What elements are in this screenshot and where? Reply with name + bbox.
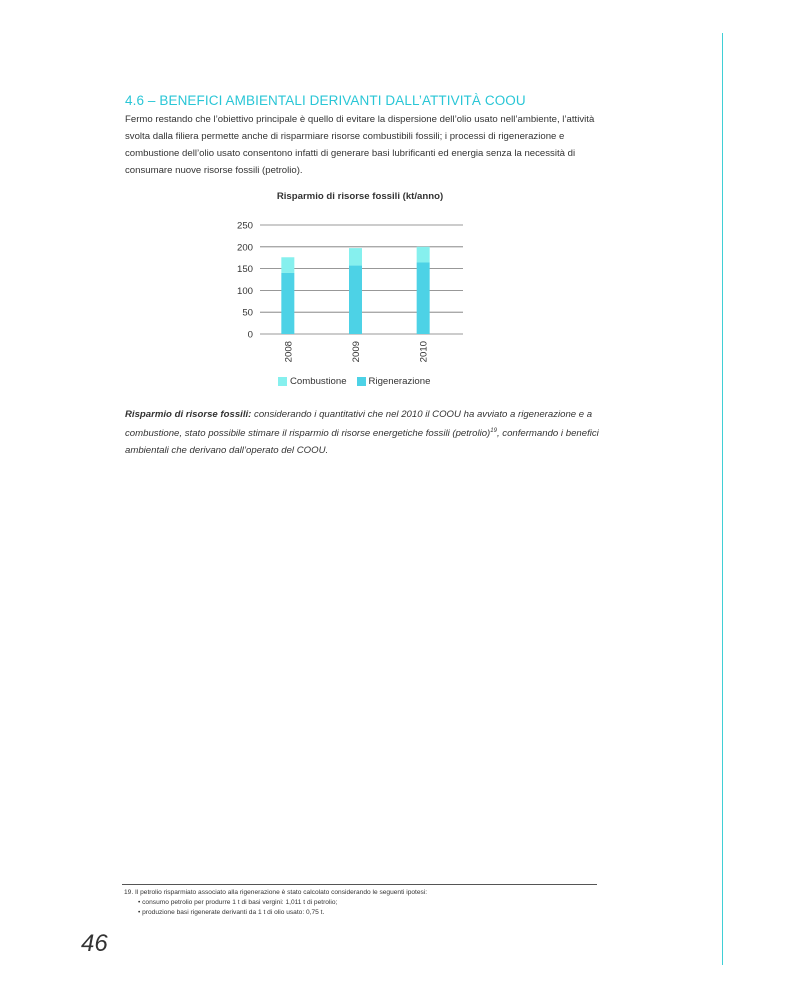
bar-combustione-2009 bbox=[349, 248, 362, 265]
legend-swatch-combustione bbox=[278, 377, 287, 386]
y-tick-label: 50 bbox=[242, 307, 253, 319]
bar-combustione-2008 bbox=[281, 257, 294, 273]
legend-label-combustione: Combustione bbox=[290, 376, 347, 387]
y-tick-label: 200 bbox=[236, 242, 253, 254]
page-number: 46 bbox=[81, 930, 108, 957]
chart-caption bbox=[125, 406, 603, 459]
y-tick-label: 100 bbox=[236, 285, 253, 297]
legend-label-rigenerazione: Rigenerazione bbox=[368, 376, 431, 387]
bar-rigenerazione-2010 bbox=[417, 262, 430, 334]
right-margin-rule bbox=[722, 33, 723, 965]
x-tick-label: 2008 bbox=[283, 341, 295, 363]
footnote-ref: 19 bbox=[490, 428, 497, 434]
footnote-item: • consumo petrolio per produrre 1 t di basi vergini: 1,011 t di petrolio; bbox=[138, 899, 338, 906]
footnotes bbox=[124, 888, 594, 918]
x-axis-ticks bbox=[283, 341, 429, 362]
caption-text: considerando i quantitativi che nel 2010 il COOU ha avviato a rigenerazione e a combustione, stato possibile stimare il risparmio di risorse energetiche fossili (petrolio) bbox=[125, 409, 593, 440]
bar-rigenerazione-2009 bbox=[349, 266, 362, 334]
legend-item-rigenerazione bbox=[357, 376, 431, 387]
intro-paragraph: Fermo restando che l’obiettivo principale è quello di evitare la dispersione dell’olio usato nell’ambiente, l’attività svolta dalla filiera permette anche di risparmiare risorse combustibili fossili; i processi di rigenerazione e combustione dell’olio usato consentono infatti di generare basi lubrificanti ed energia senza la necessità di consumare nuove risorse fossili (petrolio). bbox=[125, 114, 595, 176]
caption-lead: Risparmio di risorse fossili: bbox=[125, 409, 252, 420]
footnote-rule bbox=[122, 884, 597, 885]
caption-text-end: , confermando i benefici ambientali che derivano dall’operato del COOU. bbox=[125, 428, 599, 457]
stacked-bar-chart bbox=[225, 214, 470, 374]
legend-swatch-rigenerazione bbox=[357, 377, 366, 386]
x-tick-label: 2010 bbox=[418, 341, 430, 363]
x-tick-label: 2009 bbox=[351, 341, 362, 363]
y-axis-ticks bbox=[237, 221, 253, 341]
y-tick-label: 250 bbox=[236, 220, 253, 232]
bar-rigenerazione-2008 bbox=[281, 273, 294, 334]
bar-combustione-2010 bbox=[417, 247, 430, 263]
footnote-main: 19. Il petrolio risparmiato associato alla rigenerazione è stato calcolato considerando le seguenti ipotesi: bbox=[124, 889, 428, 896]
footnote-item: • produzione basi rigenerate derivanti da 1 t di olio usato: 0,75 t. bbox=[138, 909, 325, 916]
section-title: 4.6 – BENEFICI AMBIENTALI DERIVANTI DALL’ATTIVITÀ COOU bbox=[125, 93, 526, 108]
chart-legend bbox=[278, 376, 430, 387]
legend-item-combustione bbox=[278, 376, 347, 387]
y-tick-label: 150 bbox=[236, 264, 253, 276]
chart-title: Risparmio di risorse fossili (kt/anno) bbox=[276, 191, 444, 202]
y-tick-label: 0 bbox=[247, 329, 253, 341]
